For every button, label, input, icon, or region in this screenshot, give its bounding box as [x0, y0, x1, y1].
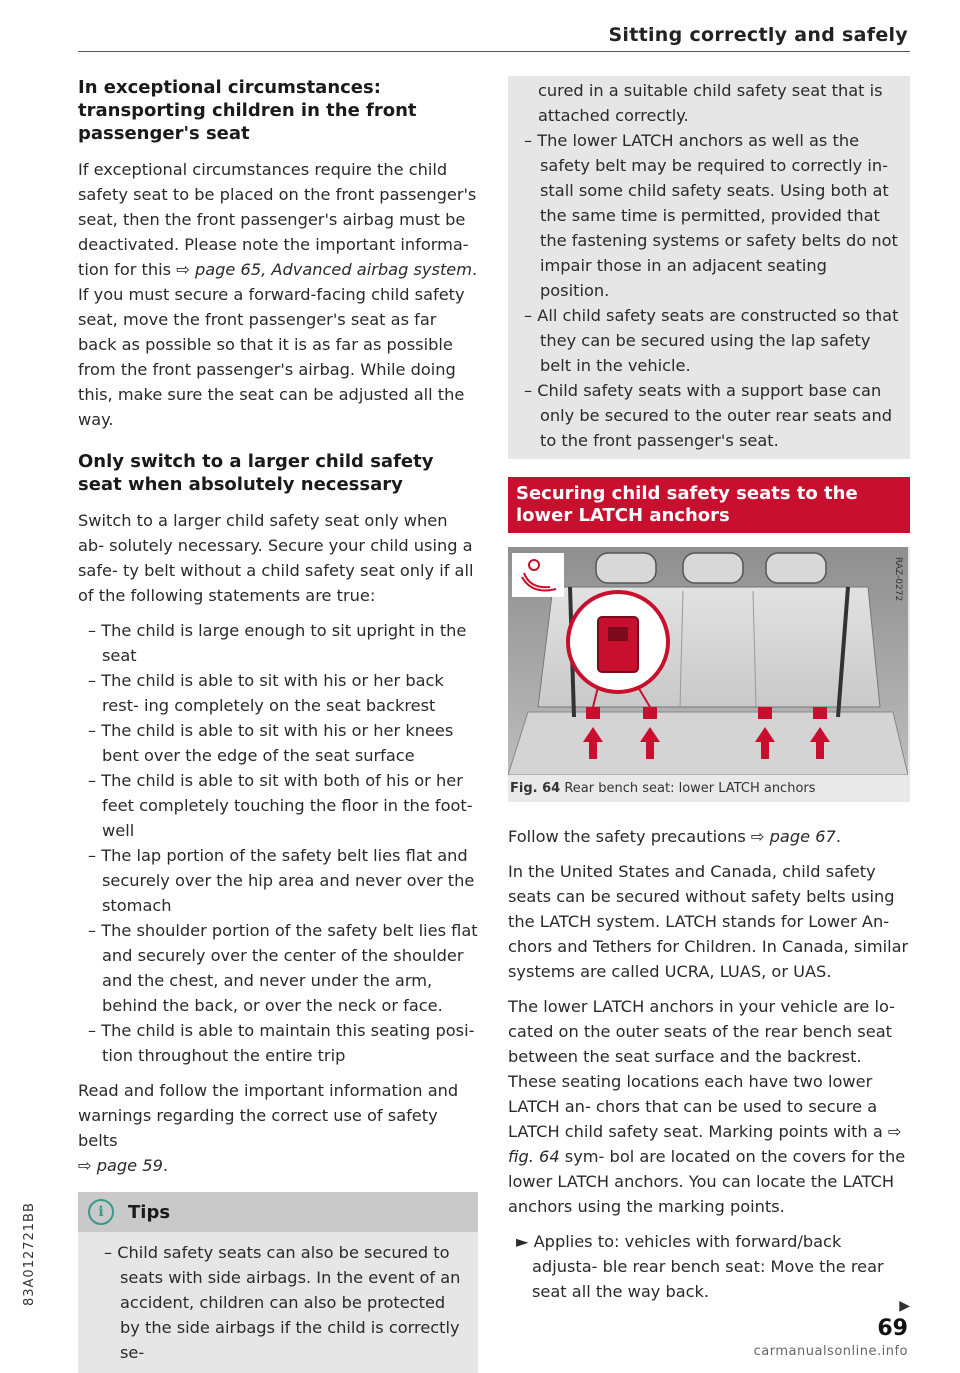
list-item: – The child is able to sit with his or her back rest- ing completely on the seat backrest [78, 668, 478, 718]
right-column [508, 76, 910, 1314]
tips-continuation [508, 76, 910, 459]
page-65-link[interactable]: ⇨ page 65, Advanced airbag system [176, 260, 473, 279]
text: Follow the safety precautions [508, 827, 751, 846]
info-icon: i [88, 1199, 114, 1225]
section-title: Securing child safety seats to the lower LATCH anchors [508, 477, 910, 533]
figure-label: Fig. 64 [510, 781, 561, 796]
tips-title: Tips [128, 1201, 171, 1223]
headrests [596, 553, 826, 583]
paragraph-anchors-location [508, 994, 910, 1219]
watermark: carmanualsonline.info [753, 1344, 908, 1359]
list-item: – The shoulder portion of the safety belt lies flat and securely over the center of the shoulder and the chest, and never under the arm, behind the back, or over the neck or face. [78, 918, 478, 1018]
page-67-link[interactable]: ⇨ page 67 [750, 827, 836, 846]
list-item: – The child is able to sit with both of his or her feet completely touching the floor in the foot- well [78, 768, 478, 843]
text: Applies to: vehicles with forward/back adjusta- ble rear bench seat: Move the rear seat all the way back. [532, 1232, 884, 1301]
text: sym- bol are located on the covers for the lower LATCH anchors. You can locate the LATCH anchors using the marking points. [508, 1147, 906, 1216]
paragraph-precautions [508, 824, 910, 849]
rear-bench-seat-illustration [508, 547, 908, 775]
page-number: 69 [877, 1316, 908, 1341]
conditions-list [78, 618, 478, 1068]
text: . [162, 1156, 169, 1175]
page-59-link[interactable]: ⇨ page 59 [78, 1156, 163, 1175]
seat-cushion [508, 712, 908, 775]
text: If exceptional circumstances require the child safety seat to be placed on the front passenger's seat, then the front passenger's airbag must be deactivated. Please note the important informa- tion for this [78, 160, 477, 279]
list-item: – The child is able to sit with his or her knees bent over the edge of the seat surface [78, 718, 478, 768]
figure-caption-text: Rear bench seat: lower LATCH anchors [564, 781, 816, 796]
heading-front-seat: In exceptional circumstances: transporting children in the front passenger's seat [78, 77, 417, 144]
document-code: 83A012721BB [22, 1202, 37, 1306]
figure-caption [508, 775, 910, 796]
list-item: – Child safety seats with a support base can only be secured to the outer rear seats and to the front passenger's seat. [512, 378, 900, 453]
list-item: – All child safety seats are constructed so that they can be secured using the lap safety belt in the vehicle. [512, 303, 900, 378]
list-item: – Child safety seats can also be secured to seats with side airbags. In the event of an accident, children can also be protected by the side airbags if the child is correctly se- [92, 1240, 466, 1365]
heading-larger-seat: Only switch to a larger child safety seat when absolutely necessary [78, 451, 434, 495]
text: . [835, 827, 841, 846]
list-item: – The lower LATCH anchors as well as the safety belt may be required to correctly in- stall some child safety seats. Using both at the same time is permitted, provided that the fastening systems or safety belts do not impair those in an adjacent seating position. [512, 128, 900, 303]
list-item: – The child is large enough to sit upright in the seat [78, 618, 478, 668]
fig-64-link[interactable]: ⇨ fig. 64 [508, 1122, 902, 1166]
next-page-arrow-icon: ▶ [899, 1298, 910, 1314]
tips-header [78, 1192, 478, 1232]
tips-list-continued [512, 128, 900, 453]
list-item: – The child is able to maintain this seating posi- tion throughout the entire trip [78, 1018, 478, 1068]
header-rule [78, 51, 910, 52]
list-item: – The lap portion of the safety belt lies flat and securely over the hip area and never over the stomach [78, 843, 478, 918]
latch-anchor-cover [598, 617, 638, 672]
paragraph-larger-seat: Switch to a larger child safety seat only when ab- solutely necessary. Secure your child using a safe- ty belt without a child safety seat only if all of the following statements are true: [78, 511, 474, 605]
step-instruction [508, 1229, 910, 1304]
anchor-symbol [608, 627, 628, 641]
left-column [78, 76, 478, 1373]
running-header: Sitting correctly and safely [608, 24, 908, 46]
paragraph-safety-belts [78, 1078, 478, 1178]
text: . If you must secure a forward-facing child safety seat, move the front passenger's seat as far back as possible so that it is as far as possible from the front passenger's airbag. While doing this, make sure the seat can be adjusted all the way. [78, 260, 478, 429]
tips-cont-text: cured in a suitable child safety seat that is attached correctly. [538, 81, 883, 125]
paragraph-latch-system: In the United States and Canada, child safety seats can be secured without safety belts using the LATCH system. LATCH stands for Lower An- chors and Tethers for Children. In Canada, similar systems are called UCRA, LUAS, or UAS. [508, 862, 909, 981]
figure-64 [508, 547, 910, 802]
figure-code: RAZ-0272 [893, 557, 903, 602]
tips-box [78, 1192, 478, 1373]
text: The lower LATCH anchors in your vehicle are lo- cated on the outer seats of the rear bench seat between the seat surface and the backrest. These seating locations each have two lower LATCH an- chors that can be used to secure a LATCH child safety seat. Marking points with a [508, 997, 896, 1141]
step-marker-icon: ► [516, 1232, 529, 1251]
text: Read and follow the important information and warnings regarding the correct use of safety belts [78, 1081, 459, 1150]
tips-list [78, 1232, 478, 1373]
paragraph-front-seat [78, 157, 478, 432]
